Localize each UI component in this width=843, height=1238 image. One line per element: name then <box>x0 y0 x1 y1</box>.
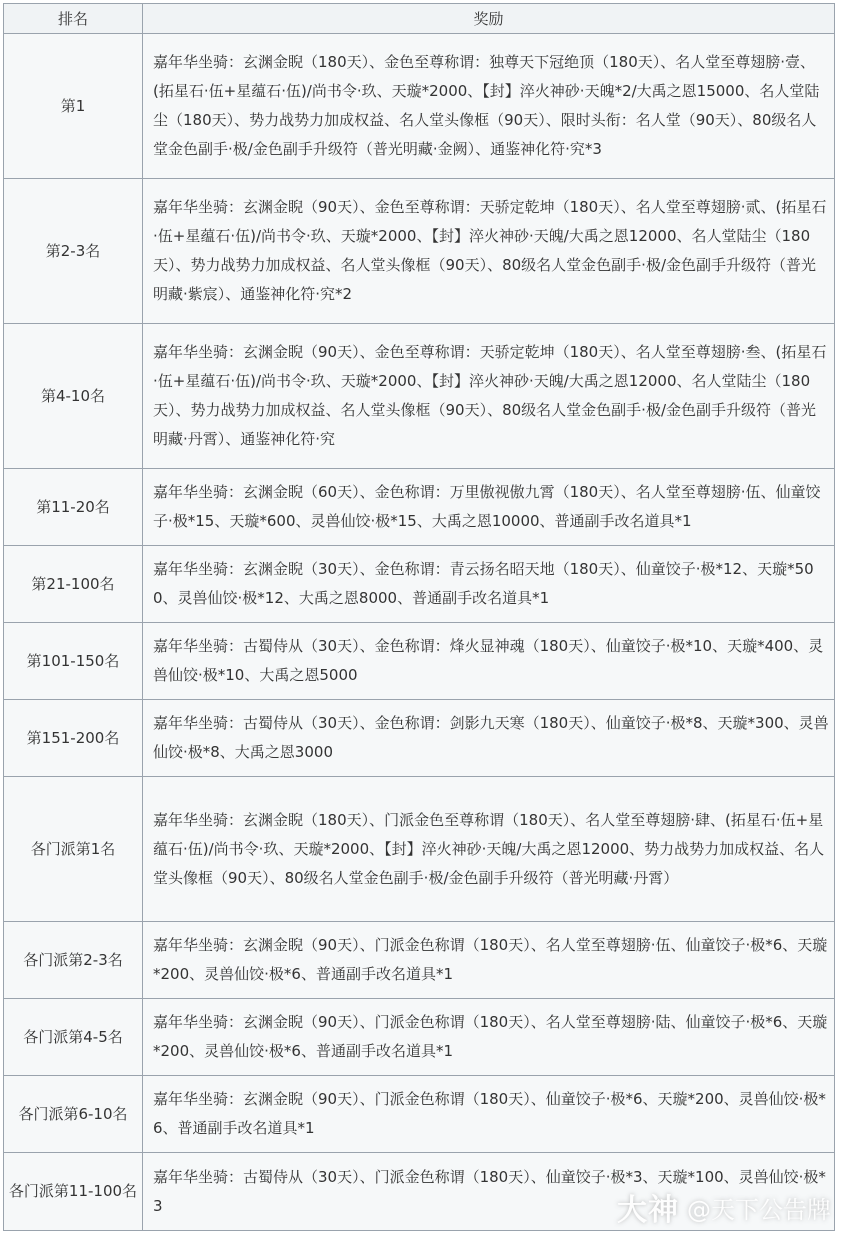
table-row <box>4 999 835 1076</box>
table-row <box>4 700 835 777</box>
reward-cell: 嘉年华坐骑：玄渊金睨（180天）、金色至尊称谓：独尊天下冠绝顶（180天）、名人堂至尊翅膀·壹、(拓星石·伍+星蕴石·伍)/尚书令·玖、天璇*2000、【封】淬火神砂·天魄*2/大禹之恩15000、名人堂陆尘（180天）、势力战势力加成权益、名人堂头像框（90天）、限时头衔：名人堂（90天）、80级名人堂金色副手·极/金色副手升级符（普光明藏·金阙）、通鉴神化符·究*3 <box>143 34 835 179</box>
rank-cell: 各门派第6-10名 <box>4 1076 143 1153</box>
reward-cell: 嘉年华坐骑：古蜀侍从（30天）、金色称谓：烽火显神魂（180天）、仙童饺子·极*10、天璇*400、灵兽仙饺·极*10、大禹之恩5000 <box>143 623 835 700</box>
rank-cell: 各门派第2-3名 <box>4 922 143 999</box>
reward-cell: 嘉年华坐骑：玄渊金睨（180天）、门派金色至尊称谓（180天）、名人堂至尊翅膀·肆、(拓星石·伍+星蕴石·伍)/尚书令·玖、天璇*2000、【封】淬火神砂·天魄/大禹之恩12000、势力战势力加成权益、名人堂头像框（90天）、80级名人堂金色副手·极/金色副手升级符（普光明藏·丹霄） <box>143 777 835 922</box>
rank-cell: 第151-200名 <box>4 700 143 777</box>
table-row <box>4 546 835 623</box>
header-rank: 排名 <box>4 4 143 34</box>
rank-cell: 第1 <box>4 34 143 179</box>
table-row <box>4 1076 835 1153</box>
rank-cell: 各门派第11-100名 <box>4 1153 143 1231</box>
reward-cell: 嘉年华坐骑：玄渊金睨（90天）、金色至尊称谓：天骄定乾坤（180天）、名人堂至尊翅膀·贰、(拓星石·伍+星蕴石·伍)/尚书令·玖、天璇*2000、【封】淬火神砂·天魄/大禹之恩12000、名人堂陆尘（180天）、势力战势力加成权益、名人堂头像框（90天）、80级名人堂金色副手·极/金色副手升级符（普光明藏·紫宸）、通鉴神化符·究*2 <box>143 179 835 324</box>
reward-cell: 嘉年华坐骑：古蜀侍从（30天）、金色称谓：剑影九天寒（180天）、仙童饺子·极*8、天璇*300、灵兽仙饺·极*8、大禹之恩3000 <box>143 700 835 777</box>
table-row <box>4 179 835 324</box>
table-row <box>4 922 835 999</box>
reward-cell: 嘉年华坐骑：玄渊金睨（90天）、门派金色称谓（180天）、名人堂至尊翅膀·伍、仙童饺子·极*6、天璇*200、灵兽仙饺·极*6、普通副手改名道具*1 <box>143 922 835 999</box>
rank-cell: 第11-20名 <box>4 469 143 546</box>
watermark-text: @天下公告牌 <box>687 1195 831 1224</box>
header-reward: 奖励 <box>143 4 835 34</box>
watermark-logo: 大神 <box>617 1193 679 1228</box>
rank-cell: 第4-10名 <box>4 324 143 469</box>
reward-cell: 嘉年华坐骑：古蜀侍从（30天）、门派金色称谓（180天）、仙童饺子·极*3、天璇*100、灵兽仙饺·极*3 <box>143 1153 835 1231</box>
table-row <box>4 469 835 546</box>
rank-cell: 第101-150名 <box>4 623 143 700</box>
reward-cell: 嘉年华坐骑：玄渊金睨（90天）、门派金色称谓（180天）、仙童饺子·极*6、天璇*200、灵兽仙饺·极*6、普通副手改名道具*1 <box>143 1076 835 1153</box>
table-row <box>4 777 835 922</box>
table-row <box>4 34 835 179</box>
reward-cell: 嘉年华坐骑：玄渊金睨（90天）、金色至尊称谓：天骄定乾坤（180天）、名人堂至尊翅膀·叁、(拓星石·伍+星蕴石·伍)/尚书令·玖、天璇*2000、【封】淬火神砂·天魄/大禹之恩12000、名人堂陆尘（180天）、势力战势力加成权益、名人堂头像框（90天）、80级名人堂金色副手·极/金色副手升级符（普光明藏·丹霄）、通鉴神化符·究 <box>143 324 835 469</box>
reward-cell: 嘉年华坐骑：玄渊金睨（90天）、门派金色称谓（180天）、名人堂至尊翅膀·陆、仙童饺子·极*6、天璇*200、灵兽仙饺·极*6、普通副手改名道具*1 <box>143 999 835 1076</box>
rank-cell: 各门派第1名 <box>4 777 143 922</box>
reward-cell: 嘉年华坐骑：玄渊金睨（30天）、金色称谓：青云扬名昭天地（180天）、仙童饺子·极*12、天璇*500、灵兽仙饺·极*12、大禹之恩8000、普通副手改名道具*1 <box>143 546 835 623</box>
rank-cell: 第21-100名 <box>4 546 143 623</box>
rank-cell: 第2-3名 <box>4 179 143 324</box>
table-header-row <box>4 4 835 34</box>
rank-cell: 各门派第4-5名 <box>4 999 143 1076</box>
reward-table <box>3 3 835 1231</box>
table-row <box>4 623 835 700</box>
table-row <box>4 1153 835 1231</box>
reward-cell: 嘉年华坐骑：玄渊金睨（60天）、金色称谓：万里傲视傲九霄（180天）、名人堂至尊翅膀·伍、仙童饺子·极*15、天璇*600、灵兽仙饺·极*15、大禹之恩10000、普通副手改名道具*1 <box>143 469 835 546</box>
table-row <box>4 324 835 469</box>
